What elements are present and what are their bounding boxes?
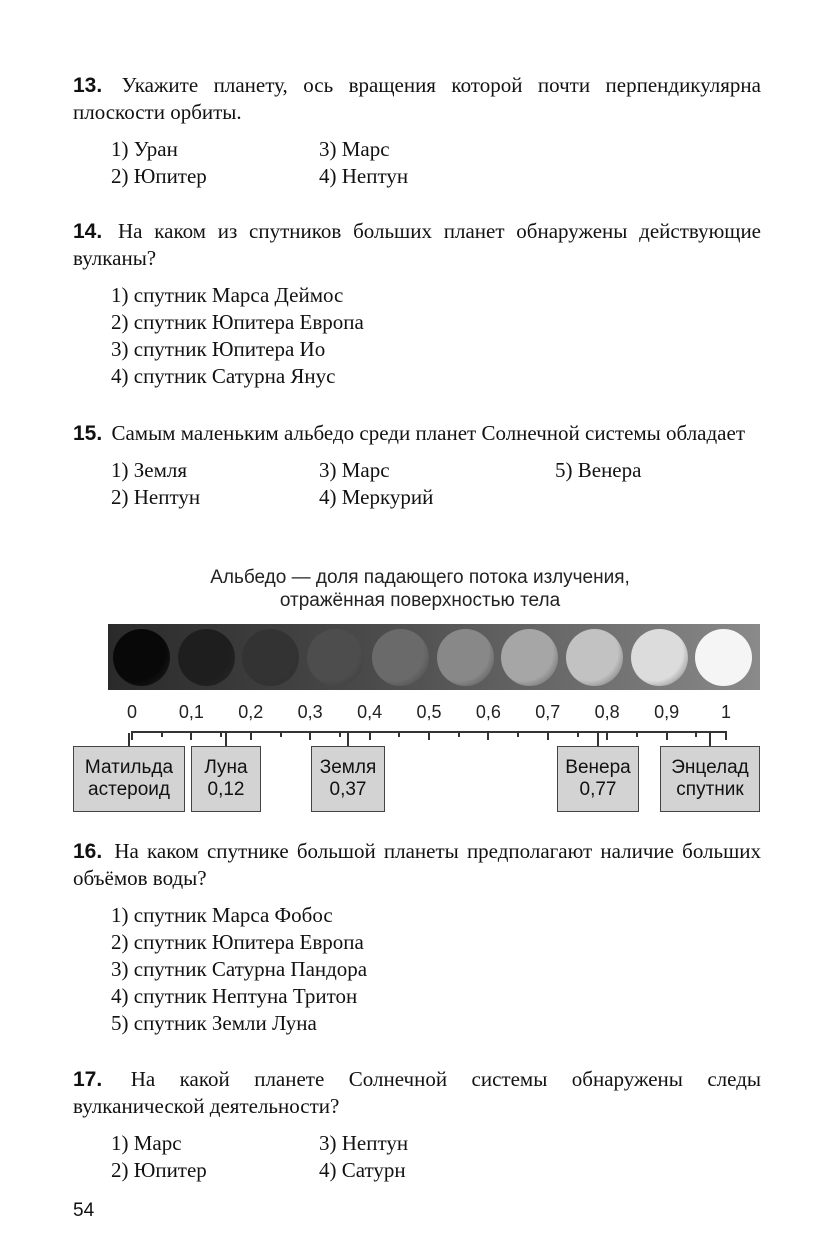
albedo-example-box [557, 746, 639, 812]
question-text: Самым маленьким альбедо среди планет Солнечной системы обладает [111, 421, 746, 445]
minor-tick [339, 731, 341, 737]
question-number: 14. [73, 220, 103, 243]
answer-options [73, 457, 761, 511]
answer-option[interactable]: 3) Нептун [319, 1131, 409, 1155]
scale-tick-label: 0 [126, 702, 137, 722]
albedo-caption: Альбедо — доля падающего потока излучения, отражённая поверхностью тела [210, 567, 630, 611]
answer-option[interactable]: 4) Сатурн [319, 1158, 406, 1182]
answer-option[interactable]: 4) спутник Сатурна Янус [111, 364, 336, 388]
scale-tick-label: 0,2 [238, 702, 264, 722]
major-tick [547, 731, 549, 740]
box-line-2: 0,77 [579, 779, 617, 800]
question-number: 13. [73, 74, 103, 97]
albedo-ball [695, 629, 752, 686]
scale-tick-label: 0,3 [297, 702, 323, 722]
question-14 [73, 218, 761, 390]
albedo-example-box [73, 746, 185, 812]
minor-tick [161, 731, 163, 737]
minor-tick [280, 731, 282, 737]
albedo-ball [501, 629, 558, 686]
minor-tick [577, 731, 579, 737]
major-tick [487, 731, 489, 740]
minor-tick [636, 731, 638, 737]
question-text: На каком спутнике большой планеты предполагают наличие больших объёмов воды? [73, 839, 762, 890]
scale-tick-label: 0,4 [357, 702, 383, 722]
answer-option[interactable]: 3) спутник Юпитера Ио [111, 337, 326, 361]
major-tick [666, 731, 668, 740]
scale-tick-label: 0,5 [416, 702, 442, 722]
albedo-ball [631, 629, 688, 686]
answer-option[interactable]: 4) Меркурий [319, 485, 434, 509]
scale-tick-label: 0,8 [594, 702, 620, 722]
albedo-example-box [660, 746, 760, 812]
answer-option[interactable]: 3) спутник Сатурна Пандора [111, 957, 368, 981]
answer-option[interactable]: 4) Нептун [319, 164, 409, 188]
albedo-ball [307, 629, 364, 686]
question-number: 15. [73, 422, 103, 445]
box-line-2: спутник [676, 779, 744, 800]
box-line-2: 0,12 [207, 779, 245, 800]
question-16 [73, 838, 761, 1037]
scale-tick-label: 0,7 [535, 702, 561, 722]
box-line-1: Луна [204, 757, 248, 778]
albedo-spectrum-bar [108, 624, 760, 690]
box-line-1: Земля [319, 757, 377, 778]
answer-option[interactable]: 2) Юпитер [111, 164, 207, 188]
answer-options [73, 902, 761, 1037]
albedo-ball [178, 629, 235, 686]
minor-tick [695, 731, 697, 737]
major-tick [309, 731, 311, 740]
answer-option[interactable]: 1) Марс [111, 1131, 182, 1155]
answer-option[interactable]: 5) спутник Земли Луна [111, 1011, 317, 1035]
albedo-ball [437, 629, 494, 686]
answer-option[interactable]: 2) спутник Юпитера Европа [111, 930, 364, 954]
scale-tick-label: 1 [720, 702, 731, 722]
albedo-example-box [311, 746, 385, 812]
minor-tick [220, 731, 222, 737]
minor-tick [517, 731, 519, 737]
box-connector [347, 733, 349, 746]
scale-tick-label: 0,6 [475, 702, 501, 722]
major-tick [190, 731, 192, 740]
answer-option[interactable]: 1) Уран [111, 137, 178, 161]
question-text: На каком из спутников больших планет обнаружены действующие вулканы? [73, 219, 761, 270]
answer-option[interactable]: 1) спутник Марса Деймос [111, 283, 344, 307]
question-text: Укажите планету, ось вращения которой почти перпендикулярна плоскости орбиты. [73, 73, 761, 124]
question-13 [73, 72, 761, 190]
answer-option[interactable]: 4) спутник Нептуна Тритон [111, 984, 358, 1008]
box-connector [709, 733, 711, 746]
answer-option[interactable]: 1) Земля [111, 458, 188, 482]
box-connector [128, 733, 130, 746]
box-line-1: Энцелад [671, 757, 749, 778]
major-tick [725, 731, 727, 740]
answer-option[interactable]: 5) Венера [555, 458, 642, 482]
box-line-2: 0,37 [329, 779, 367, 800]
scale-tick-label: 0,9 [654, 702, 680, 722]
question-number: 16. [73, 840, 103, 863]
question-number: 17. [73, 1068, 103, 1091]
major-tick [428, 731, 430, 740]
major-tick [606, 731, 608, 740]
answer-options [73, 1130, 761, 1184]
box-line-1: Венера [565, 757, 631, 778]
albedo-ball [372, 629, 429, 686]
question-17 [73, 1066, 761, 1184]
answer-option[interactable]: 2) спутник Юпитера Европа [111, 310, 364, 334]
minor-tick [458, 731, 460, 737]
albedo-scale-labels [0, 702, 816, 726]
minor-tick [398, 731, 400, 737]
major-tick [369, 731, 371, 740]
box-connector [597, 733, 599, 746]
scale-tick-label: 0,1 [178, 702, 204, 722]
answer-option[interactable]: 3) Марс [319, 458, 390, 482]
box-connector [225, 733, 227, 746]
albedo-ball [113, 629, 170, 686]
question-text: На какой планете Солнечной системы обнаружены следы вулканической деятельности? [73, 1067, 762, 1118]
answer-option[interactable]: 1) спутник Марса Фобос [111, 903, 333, 927]
answer-options [73, 136, 761, 190]
answer-options [73, 282, 761, 390]
albedo-ball [566, 629, 623, 686]
major-tick [250, 731, 252, 740]
box-line-1: Матильда [84, 757, 174, 778]
albedo-ball [242, 629, 299, 686]
major-tick [131, 731, 133, 740]
page-number: 54 [73, 1200, 95, 1221]
question-15 [73, 420, 761, 511]
answer-option[interactable]: 2) Юпитер [111, 1158, 207, 1182]
answer-option[interactable]: 2) Нептун [111, 485, 201, 509]
albedo-example-box [191, 746, 261, 812]
box-line-2: астероид [88, 779, 170, 800]
answer-option[interactable]: 3) Марс [319, 137, 390, 161]
